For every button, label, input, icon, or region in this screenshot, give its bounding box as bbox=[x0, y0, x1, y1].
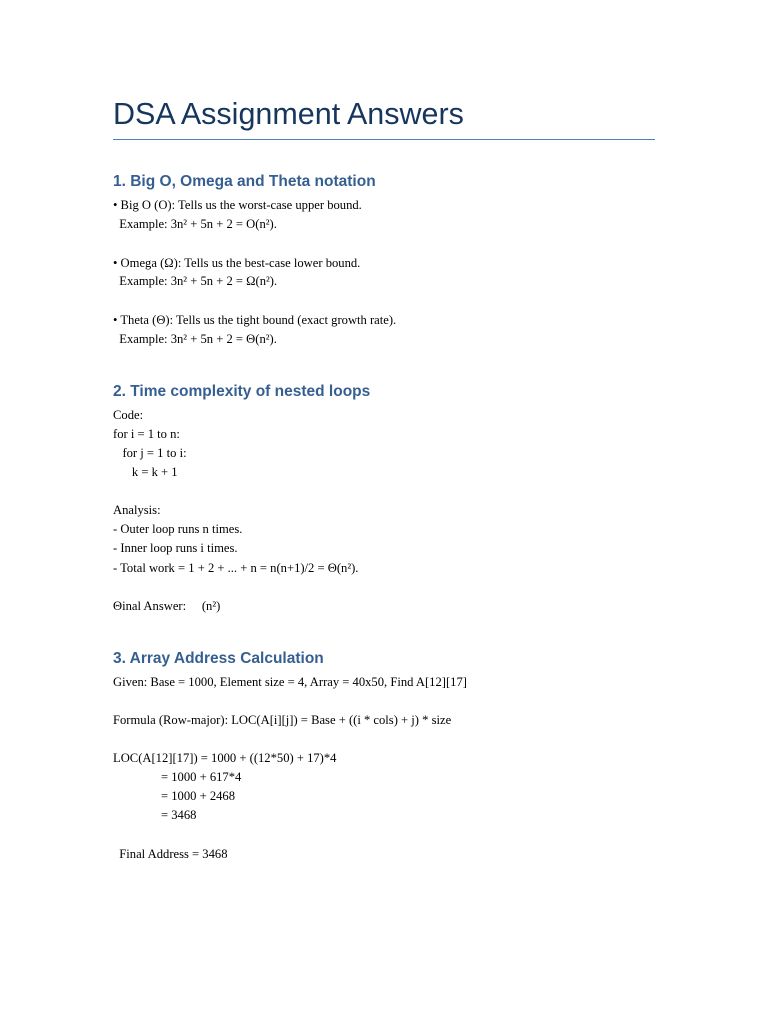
analysis-inner-loop: - Inner loop runs i times. bbox=[113, 541, 238, 555]
array-given: Given: Base = 1000, Element size = 4, Array = 40x50, Find A[12][17] bbox=[113, 675, 467, 689]
code-line-body: k = k + 1 bbox=[113, 465, 178, 479]
array-calc-step-1: LOC(A[12][17]) = 1000 + ((12*50) + 17)*4 bbox=[113, 751, 337, 765]
analysis-total-work: - Total work = 1 + 2 + ... + n = n(n+1)/2 = Θ(n²). bbox=[113, 561, 359, 575]
analysis-label: Analysis: bbox=[113, 503, 161, 517]
big-o-example: Example: 3n² + 5n + 2 = O(n²). bbox=[113, 217, 277, 231]
section-3-heading: 3. Array Address Calculation bbox=[113, 650, 324, 667]
analysis-outer-loop: - Outer loop runs n times. bbox=[113, 522, 243, 536]
loop-final-answer: Θinal Answer: (n²) bbox=[113, 599, 221, 613]
array-calc-step-2: = 1000 + 617*4 bbox=[161, 770, 242, 784]
omega-example: Example: 3n² + 5n + 2 = Ω(n²). bbox=[113, 274, 278, 288]
array-calc-step-3: = 1000 + 2468 bbox=[161, 789, 236, 803]
theta-definition: • Theta (Θ): Tells us the tight bound (exact growth rate). bbox=[113, 313, 397, 327]
omega-definition: • Omega (Ω): Tells us the best-case lower bound. bbox=[113, 256, 361, 270]
code-label: Code: bbox=[113, 408, 144, 422]
document-title: DSA Assignment Answers bbox=[113, 97, 464, 131]
section-2-heading: 2. Time complexity of nested loops bbox=[113, 383, 371, 400]
code-line-inner-loop: for j = 1 to i: bbox=[113, 446, 187, 460]
section-1-heading: 1. Big O, Omega and Theta notation bbox=[113, 173, 376, 190]
big-o-definition: • Big O (O): Tells us the worst-case upper bound. bbox=[113, 198, 362, 212]
theta-example: Example: 3n² + 5n + 2 = Θ(n²). bbox=[113, 332, 277, 346]
title-underline bbox=[113, 139, 655, 140]
array-calc-step-4: = 3468 bbox=[161, 808, 197, 822]
array-formula: Formula (Row-major): LOC(A[i][j]) = Base + ((i * cols) + j) * size bbox=[113, 713, 452, 727]
code-line-outer-loop: for i = 1 to n: bbox=[113, 427, 180, 441]
array-final-address: Final Address = 3468 bbox=[113, 847, 228, 861]
